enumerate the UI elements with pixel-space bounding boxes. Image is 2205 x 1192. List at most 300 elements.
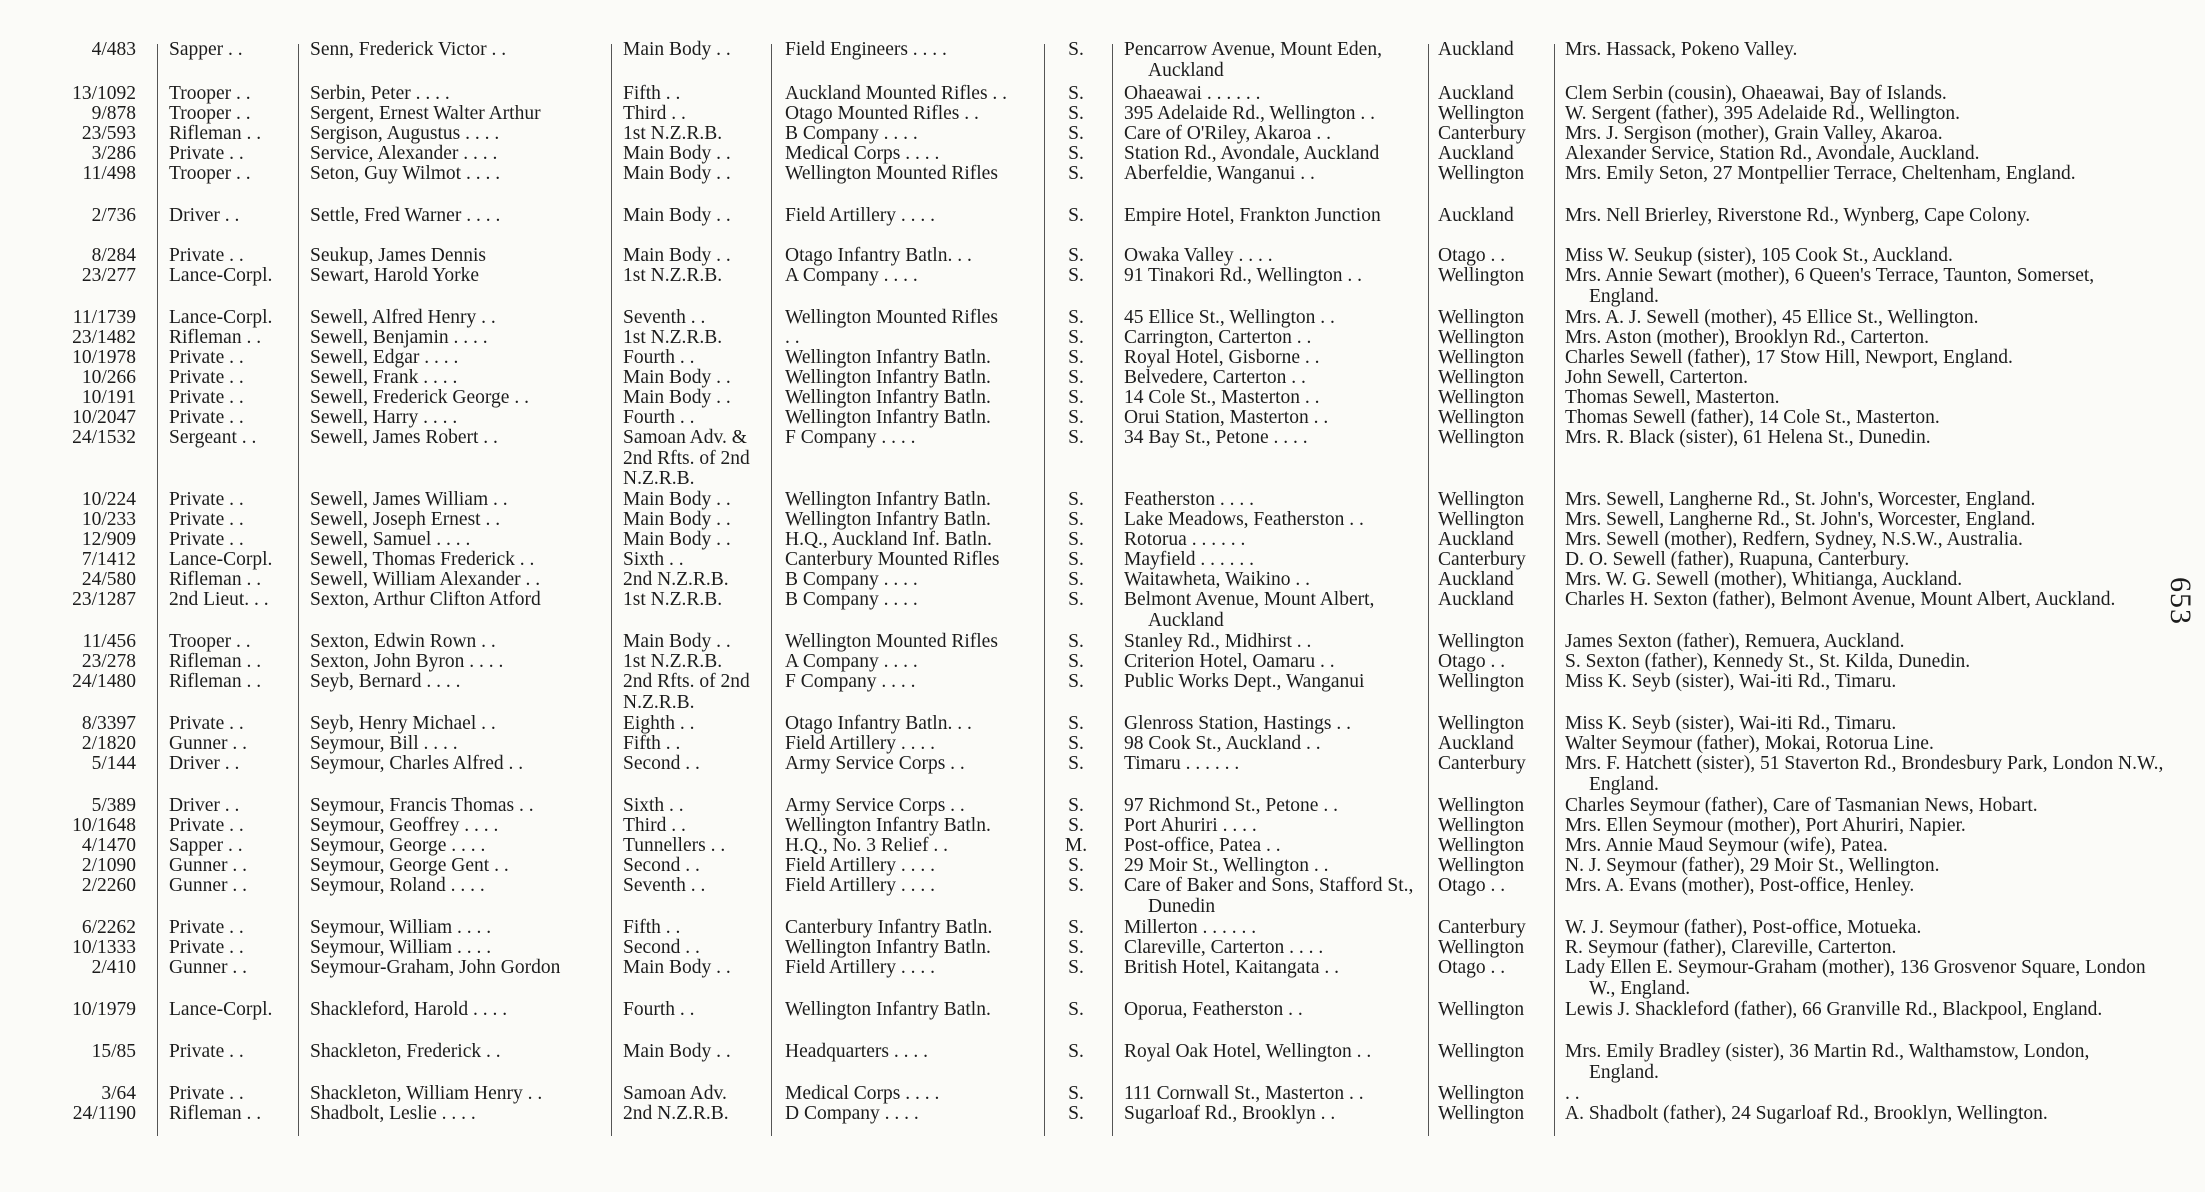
- rank: Driver . .: [169, 796, 240, 816]
- military-district: Auckland: [1438, 144, 1514, 164]
- soldier-name: Seymour, Francis Thomas . .: [310, 796, 534, 816]
- military-district: Auckland: [1438, 84, 1514, 104]
- unit-embarked: Second . .: [623, 754, 700, 774]
- last-address: Featherston . . . .: [1124, 490, 1254, 510]
- military-district: Wellington: [1438, 856, 1525, 876]
- regimental-number: 11/456: [82, 632, 136, 652]
- soldier-name: Seymour, Roland . . . .: [310, 876, 485, 896]
- unit-embarked: Seventh . .: [623, 308, 706, 328]
- last-address: Orui Station, Masterton . .: [1124, 408, 1329, 428]
- corps: H.Q., No. 3 Relief . .: [785, 836, 949, 856]
- marital-status: S.: [1068, 714, 1084, 734]
- last-address: 395 Adelaide Rd., Wellington . .: [1124, 104, 1376, 124]
- regimental-number: 10/224: [81, 490, 136, 510]
- unit-embarked: Main Body . .: [623, 490, 731, 510]
- military-district: Wellington: [1438, 836, 1525, 856]
- corps: . .: [785, 328, 800, 348]
- rank: 2nd Lieut. . .: [169, 590, 269, 610]
- soldier-name: Shackleford, Harold . . . .: [310, 1000, 508, 1020]
- military-district: Wellington: [1438, 368, 1525, 388]
- soldier-name: Sewart, Harold Yorke: [310, 266, 479, 286]
- last-address: Stanley Rd., Midhirst . .: [1124, 632, 1312, 652]
- unit-embarked: Main Body . .: [623, 144, 731, 164]
- rank: Gunner . .: [169, 958, 247, 978]
- unit-embarked: Main Body . .: [623, 510, 731, 530]
- unit-embarked: Sixth . .: [623, 550, 684, 570]
- corps: A Company . . . .: [785, 652, 918, 672]
- rank: Private . .: [169, 1042, 244, 1062]
- marital-status: S.: [1068, 308, 1084, 328]
- unit-embarked: 1st N.Z.R.B.: [623, 328, 723, 348]
- corps: Field Artillery . . . .: [785, 876, 936, 896]
- last-address: Port Ahuriri . . . .: [1124, 816, 1257, 836]
- last-address: Mayfield . . . . . .: [1124, 550, 1254, 570]
- rank: Rifleman . .: [169, 124, 262, 144]
- marital-status: S.: [1068, 632, 1084, 652]
- marital-status: S.: [1068, 40, 1084, 60]
- rank: Private . .: [169, 408, 244, 428]
- unit-embarked: Samoan Adv. & 2nd Rfts. of 2nd N.Z.R.B.: [623, 428, 750, 489]
- marital-status: S.: [1068, 530, 1084, 550]
- corps: Canterbury Infantry Batln.: [785, 918, 993, 938]
- next-of-kin: W. J. Seymour (father), Post-office, Motueka.: [1565, 918, 1922, 938]
- soldier-name: Sewell, Frederick George . .: [310, 388, 529, 408]
- unit-embarked: 1st N.Z.R.B.: [623, 266, 723, 286]
- rank: Private . .: [169, 510, 244, 530]
- corps: H.Q., Auckland Inf. Batln.: [785, 530, 992, 550]
- last-address: Waitawheta, Waikino . .: [1124, 570, 1311, 590]
- corps: Medical Corps . . . .: [785, 1084, 940, 1104]
- last-address: Empire Hotel, Frankton Junction: [1124, 206, 1381, 226]
- column-rule: [1554, 44, 1555, 1136]
- next-of-kin: Miss W. Seukup (sister), 105 Cook St., Auckland.: [1565, 246, 1953, 266]
- marital-status: S.: [1068, 84, 1084, 104]
- regimental-number: 9/878: [91, 104, 136, 124]
- last-address: Glenross Station, Hastings . .: [1124, 714, 1351, 734]
- next-of-kin: Mrs. A. Evans (mother), Post-office, Henley.: [1565, 876, 1915, 896]
- regimental-number: 2/2260: [81, 876, 136, 896]
- corps: F Company . . . .: [785, 428, 916, 448]
- rank: Trooper . .: [169, 104, 251, 124]
- soldier-name: Seukup, James Dennis: [310, 246, 487, 266]
- next-of-kin: Mrs. Annie Sewart (mother), 6 Queen's Terrace, Taunton, Somerset, England.: [1565, 266, 2095, 307]
- next-of-kin: Lewis J. Shackleford (father), 66 Granville Rd., Blackpool, England.: [1565, 1000, 2103, 1020]
- corps: Headquarters . . . .: [785, 1042, 928, 1062]
- military-district: Wellington: [1438, 104, 1525, 124]
- regimental-number: 3/286: [91, 144, 136, 164]
- next-of-kin: Mrs. Sewell (mother), Redfern, Sydney, N.S.W., Australia.: [1565, 530, 2023, 550]
- marital-status: S.: [1068, 124, 1084, 144]
- last-address: Public Works Dept., Wanganui: [1124, 672, 1365, 692]
- marital-status: S.: [1068, 754, 1084, 774]
- last-address: Royal Oak Hotel, Wellington . .: [1124, 1042, 1372, 1062]
- last-address: 14 Cole St., Masterton . .: [1124, 388, 1320, 408]
- last-address: Criterion Hotel, Oamaru . .: [1124, 652, 1335, 672]
- unit-embarked: Fifth . .: [623, 84, 681, 104]
- rank: Lance-Corpl.: [169, 266, 273, 286]
- next-of-kin: Lady Ellen E. Seymour-Graham (mother), 136 Grosvenor Square, London W., England.: [1565, 958, 2146, 999]
- military-district: Wellington: [1438, 328, 1525, 348]
- column-rule: [1044, 44, 1045, 1136]
- regimental-number: 23/277: [81, 266, 136, 286]
- unit-embarked: Main Body . .: [623, 1042, 731, 1062]
- regimental-number: 10/1979: [72, 1000, 136, 1020]
- unit-embarked: Fourth . .: [623, 348, 695, 368]
- rank: Private . .: [169, 1084, 244, 1104]
- regimental-number: 6/2262: [81, 918, 136, 938]
- corps: Otago Infantry Batln. . .: [785, 714, 972, 734]
- military-district: Wellington: [1438, 796, 1525, 816]
- corps: B Company . . . .: [785, 124, 918, 144]
- military-district: Otago . .: [1438, 876, 1506, 896]
- military-district: Auckland: [1438, 590, 1514, 610]
- rank: Private . .: [169, 816, 244, 836]
- unit-embarked: Main Body . .: [623, 388, 731, 408]
- military-district: Wellington: [1438, 672, 1525, 692]
- next-of-kin: W. Sergent (father), 395 Adelaide Rd., Wellington.: [1565, 104, 1961, 124]
- next-of-kin: Mrs. J. Sergison (mother), Grain Valley, Akaroa.: [1565, 124, 1943, 144]
- last-address: Royal Hotel, Gisborne . .: [1124, 348, 1320, 368]
- next-of-kin: James Sexton (father), Remuera, Auckland.: [1565, 632, 1905, 652]
- marital-status: S.: [1068, 206, 1084, 226]
- regimental-number: 10/266: [81, 368, 136, 388]
- marital-status: S.: [1068, 144, 1084, 164]
- military-district: Canterbury: [1438, 124, 1526, 144]
- corps: Wellington Infantry Batln.: [785, 938, 991, 958]
- regimental-number: 12/909: [81, 530, 136, 550]
- corps: Otago Infantry Batln. . .: [785, 246, 972, 266]
- next-of-kin: S. Sexton (father), Kennedy St., St. Kilda, Dunedin.: [1565, 652, 1971, 672]
- soldier-name: Sexton, Arthur Clifton Atford: [310, 590, 541, 610]
- next-of-kin: D. O. Sewell (father), Ruapuna, Canterbury.: [1565, 550, 1910, 570]
- column-rule: [611, 44, 612, 1136]
- rank: Rifleman . .: [169, 570, 262, 590]
- regimental-number: 2/736: [91, 206, 136, 226]
- next-of-kin: R. Seymour (father), Clareville, Carterton.: [1565, 938, 1897, 958]
- regimental-number: 3/64: [101, 1084, 136, 1104]
- military-district: Wellington: [1438, 632, 1525, 652]
- regimental-number: 10/2047: [72, 408, 136, 428]
- marital-status: S.: [1068, 672, 1084, 692]
- corps: Wellington Infantry Batln.: [785, 510, 991, 530]
- corps: D Company . . . .: [785, 1104, 919, 1124]
- rank: Gunner . .: [169, 856, 247, 876]
- military-district: Canterbury: [1438, 754, 1526, 774]
- regimental-number: 23/593: [81, 124, 136, 144]
- military-district: Wellington: [1438, 308, 1525, 328]
- military-district: Wellington: [1438, 510, 1525, 530]
- soldier-name: Shadbolt, Leslie . . . .: [310, 1104, 476, 1124]
- unit-embarked: 2nd N.Z.R.B.: [623, 570, 729, 590]
- regimental-number: 11/1739: [72, 308, 136, 328]
- corps: Wellington Mounted Rifles: [785, 632, 998, 652]
- soldier-name: Sewell, William Alexander . .: [310, 570, 541, 590]
- corps: Wellington Infantry Batln.: [785, 408, 991, 428]
- soldier-name: Sewell, Thomas Frederick . .: [310, 550, 535, 570]
- last-address: 111 Cornwall St., Masterton . .: [1124, 1084, 1364, 1104]
- military-district: Wellington: [1438, 1042, 1525, 1062]
- unit-embarked: Fourth . .: [623, 1000, 695, 1020]
- corps: Medical Corps . . . .: [785, 144, 940, 164]
- last-address: Clareville, Carterton . . . .: [1124, 938, 1324, 958]
- regimental-number: 7/1412: [81, 550, 136, 570]
- regimental-number: 5/144: [91, 754, 136, 774]
- unit-embarked: Fifth . .: [623, 734, 681, 754]
- regimental-number: 2/1090: [81, 856, 136, 876]
- next-of-kin: Mrs. Ellen Seymour (mother), Port Ahuriri, Napier.: [1565, 816, 1966, 836]
- rank: Private . .: [169, 368, 244, 388]
- regimental-number: 10/1978: [72, 348, 136, 368]
- regimental-number: 5/389: [91, 796, 136, 816]
- rank: Driver . .: [169, 206, 240, 226]
- next-of-kin: Thomas Sewell, Masterton.: [1565, 388, 1780, 408]
- last-address: 98 Cook St., Auckland . .: [1124, 734, 1321, 754]
- rank: Sapper . .: [169, 836, 243, 856]
- rank: Driver . .: [169, 754, 240, 774]
- regimental-number: 23/1287: [72, 590, 136, 610]
- soldier-name: Seymour-Graham, John Gordon: [310, 958, 561, 978]
- next-of-kin: Mrs. F. Hatchett (sister), 51 Staverton Rd., Brondesbury Park, London N.W., England.: [1565, 754, 2164, 795]
- soldier-name: Sewell, Samuel . . . .: [310, 530, 471, 550]
- military-district: Otago . .: [1438, 652, 1506, 672]
- last-address: 97 Richmond St., Petone . .: [1124, 796, 1338, 816]
- last-address: Rotorua . . . . . .: [1124, 530, 1246, 550]
- next-of-kin: . .: [1565, 1084, 1580, 1104]
- corps: Wellington Infantry Batln.: [785, 1000, 991, 1020]
- last-address: Aberfeldie, Wanganui . .: [1124, 164, 1315, 184]
- rank: Private . .: [169, 246, 244, 266]
- next-of-kin: Clem Serbin (cousin), Ohaeawai, Bay of Islands.: [1565, 84, 1947, 104]
- last-address: Ohaeawai . . . . . .: [1124, 84, 1261, 104]
- marital-status: S.: [1068, 510, 1084, 530]
- marital-status: S.: [1068, 1000, 1084, 1020]
- military-district: Canterbury: [1438, 918, 1526, 938]
- rank: Gunner . .: [169, 876, 247, 896]
- last-address: Belvedere, Carterton . .: [1124, 368, 1306, 388]
- military-district: Otago . .: [1438, 246, 1506, 266]
- soldier-name: Seyb, Henry Michael . .: [310, 714, 496, 734]
- military-district: Auckland: [1438, 40, 1514, 60]
- next-of-kin: Walter Seymour (father), Mokai, Rotorua Line.: [1565, 734, 1934, 754]
- corps: Field Artillery . . . .: [785, 958, 936, 978]
- military-district: Wellington: [1438, 266, 1525, 286]
- unit-embarked: Main Body . .: [623, 530, 731, 550]
- unit-embarked: Fifth . .: [623, 918, 681, 938]
- soldier-name: Seymour, William . . . .: [310, 918, 492, 938]
- corps: Wellington Infantry Batln.: [785, 490, 991, 510]
- marital-status: S.: [1068, 590, 1084, 610]
- marital-status: S.: [1068, 266, 1084, 286]
- rank: Gunner . .: [169, 734, 247, 754]
- unit-embarked: 1st N.Z.R.B.: [623, 124, 723, 144]
- marital-status: S.: [1068, 550, 1084, 570]
- rank: Sergeant . .: [169, 428, 257, 448]
- rank: Private . .: [169, 490, 244, 510]
- regimental-number: 8/284: [91, 246, 136, 266]
- unit-embarked: 2nd N.Z.R.B.: [623, 1104, 729, 1124]
- marital-status: S.: [1068, 796, 1084, 816]
- rank: Private . .: [169, 144, 244, 164]
- military-district: Wellington: [1438, 490, 1525, 510]
- regimental-number: 15/85: [91, 1042, 136, 1062]
- rank: Private . .: [169, 714, 244, 734]
- last-address: 34 Bay St., Petone . . . .: [1124, 428, 1308, 448]
- next-of-kin: Mrs. W. G. Sewell (mother), Whitianga, Auckland.: [1565, 570, 1963, 590]
- unit-embarked: 1st N.Z.R.B.: [623, 590, 723, 610]
- next-of-kin: Charles Seymour (father), Care of Tasmanian News, Hobart.: [1565, 796, 2038, 816]
- marital-status: S.: [1068, 408, 1084, 428]
- marital-status: S.: [1068, 938, 1084, 958]
- unit-embarked: Eighth . .: [623, 714, 695, 734]
- corps: Canterbury Mounted Rifles: [785, 550, 1000, 570]
- last-address: Pencarrow Avenue, Mount Eden, Auckland: [1124, 40, 1382, 81]
- last-address: 91 Tinakori Rd., Wellington . .: [1124, 266, 1363, 286]
- regimental-number: 10/1333: [72, 938, 136, 958]
- unit-embarked: 1st N.Z.R.B.: [623, 652, 723, 672]
- military-district: Wellington: [1438, 348, 1525, 368]
- rank: Trooper . .: [169, 632, 251, 652]
- next-of-kin: Charles H. Sexton (father), Belmont Avenue, Mount Albert, Auckland.: [1565, 590, 2116, 610]
- soldier-name: Sexton, John Byron . . . .: [310, 652, 504, 672]
- soldier-name: Sewell, James William . .: [310, 490, 508, 510]
- marital-status: S.: [1068, 1104, 1084, 1124]
- marital-status: S.: [1068, 104, 1084, 124]
- corps: Field Engineers . . . .: [785, 40, 947, 60]
- military-district: Wellington: [1438, 164, 1525, 184]
- soldier-name: Sewell, Edgar . . . .: [310, 348, 459, 368]
- next-of-kin: Mrs. Emily Seton, 27 Montpellier Terrace, Cheltenham, England.: [1565, 164, 2076, 184]
- next-of-kin: Mrs. A. J. Sewell (mother), 45 Ellice St., Wellington.: [1565, 308, 1979, 328]
- military-district: Otago . .: [1438, 958, 1506, 978]
- rank: Sapper . .: [169, 40, 243, 60]
- rank: Private . .: [169, 530, 244, 550]
- unit-embarked: Samoan Adv.: [623, 1084, 727, 1104]
- last-address: British Hotel, Kaitangata . .: [1124, 958, 1339, 978]
- rank: Lance-Corpl.: [169, 550, 273, 570]
- unit-embarked: Main Body . .: [623, 206, 731, 226]
- next-of-kin: Mrs. Nell Brierley, Riverstone Rd., Wynberg, Cape Colony.: [1565, 206, 2031, 226]
- marital-status: S.: [1068, 428, 1084, 448]
- military-district: Wellington: [1438, 408, 1525, 428]
- regimental-number: 2/1820: [81, 734, 136, 754]
- corps: Wellington Infantry Batln.: [785, 816, 991, 836]
- marital-status: S.: [1068, 1084, 1084, 1104]
- rank: Rifleman . .: [169, 652, 262, 672]
- marital-status: S.: [1068, 734, 1084, 754]
- rank: Rifleman . .: [169, 1104, 262, 1124]
- last-address: 29 Moir St., Wellington . .: [1124, 856, 1329, 876]
- rank: Rifleman . .: [169, 672, 262, 692]
- military-district: Wellington: [1438, 388, 1525, 408]
- next-of-kin: Alexander Service, Station Rd., Avondale, Auckland.: [1565, 144, 1980, 164]
- last-address: Owaka Valley . . . .: [1124, 246, 1273, 266]
- regimental-number: 10/233: [81, 510, 136, 530]
- next-of-kin: Miss K. Seyb (sister), Wai-iti Rd., Timaru.: [1565, 672, 1897, 692]
- next-of-kin: Mrs. Annie Maud Seymour (wife), Patea.: [1565, 836, 1888, 856]
- marital-status: S.: [1068, 918, 1084, 938]
- unit-embarked: Main Body . .: [623, 368, 731, 388]
- corps: Wellington Mounted Rifles: [785, 308, 998, 328]
- marital-status: S.: [1068, 246, 1084, 266]
- next-of-kin: N. J. Seymour (father), 29 Moir St., Wellington.: [1565, 856, 1940, 876]
- military-district: Wellington: [1438, 428, 1525, 448]
- unit-embarked: Second . .: [623, 938, 700, 958]
- unit-embarked: Main Body . .: [623, 632, 731, 652]
- rank: Private . .: [169, 938, 244, 958]
- next-of-kin: Mrs. Sewell, Langherne Rd., St. John's, Worcester, England.: [1565, 490, 2036, 510]
- marital-status: S.: [1068, 856, 1084, 876]
- next-of-kin: Mrs. Emily Bradley (sister), 36 Martin Rd., Walthamstow, London, England.: [1565, 1042, 2090, 1083]
- soldier-name: Senn, Frederick Victor . .: [310, 40, 507, 60]
- last-address: Carrington, Carterton . .: [1124, 328, 1312, 348]
- soldier-name: Seymour, Charles Alfred . .: [310, 754, 524, 774]
- last-address: Timaru . . . . . .: [1124, 754, 1240, 774]
- soldier-name: Settle, Fred Warner . . . .: [310, 206, 501, 226]
- corps: Field Artillery . . . .: [785, 734, 936, 754]
- corps: Field Artillery . . . .: [785, 856, 936, 876]
- marital-status: S.: [1068, 652, 1084, 672]
- regimental-number: 24/1190: [72, 1104, 136, 1124]
- next-of-kin: Mrs. Aston (mother), Brooklyn Rd., Carterton.: [1565, 328, 1929, 348]
- marital-status: S.: [1068, 328, 1084, 348]
- rank: Rifleman . .: [169, 328, 262, 348]
- soldier-name: Sexton, Edwin Rown . .: [310, 632, 496, 652]
- rank: Private . .: [169, 918, 244, 938]
- last-address: 45 Ellice St., Wellington . .: [1124, 308, 1335, 328]
- unit-embarked: Fourth . .: [623, 408, 695, 428]
- soldier-name: Seyb, Bernard . . . .: [310, 672, 461, 692]
- corps: B Company . . . .: [785, 570, 918, 590]
- military-district: Wellington: [1438, 714, 1525, 734]
- marital-status: S.: [1068, 348, 1084, 368]
- soldier-name: Sewell, James Robert . .: [310, 428, 498, 448]
- regimental-number: 24/580: [81, 570, 136, 590]
- soldier-name: Seymour, George . . . .: [310, 836, 486, 856]
- unit-embarked: Main Body . .: [623, 164, 731, 184]
- marital-status: S.: [1068, 876, 1084, 896]
- regimental-number: 8/3397: [81, 714, 136, 734]
- rank: Trooper . .: [169, 84, 251, 104]
- soldier-name: Service, Alexander . . . .: [310, 144, 498, 164]
- military-district: Wellington: [1438, 1084, 1525, 1104]
- unit-embarked: Third . .: [623, 816, 686, 836]
- corps: Auckland Mounted Rifles . .: [785, 84, 1008, 104]
- regimental-number: 24/1480: [72, 672, 136, 692]
- soldier-name: Seymour, William . . . .: [310, 938, 492, 958]
- military-district: Auckland: [1438, 570, 1514, 590]
- next-of-kin: A. Shadbolt (father), 24 Sugarloaf Rd., Brooklyn, Wellington.: [1565, 1104, 2048, 1124]
- last-address: Post-office, Patea . .: [1124, 836, 1281, 856]
- regimental-number: 13/1092: [72, 84, 136, 104]
- marital-status: S.: [1068, 490, 1084, 510]
- regimental-number: 23/1482: [72, 328, 136, 348]
- corps: Wellington Infantry Batln.: [785, 348, 991, 368]
- soldier-name: Shackleton, Frederick . .: [310, 1042, 501, 1062]
- soldier-name: Sewell, Frank . . . .: [310, 368, 458, 388]
- corps: Wellington Infantry Batln.: [785, 368, 991, 388]
- regimental-number: 23/278: [81, 652, 136, 672]
- military-district: Canterbury: [1438, 550, 1526, 570]
- regimental-number: 2/410: [91, 958, 136, 978]
- next-of-kin: Thomas Sewell (father), 14 Cole St., Masterton.: [1565, 408, 1940, 428]
- last-address: Oporua, Featherston . .: [1124, 1000, 1303, 1020]
- page-number: 653: [2164, 577, 2197, 625]
- regimental-number: 10/1648: [72, 816, 136, 836]
- last-address: Sugarloaf Rd., Brooklyn . .: [1124, 1104, 1336, 1124]
- corps: Field Artillery . . . .: [785, 206, 936, 226]
- military-district: Wellington: [1438, 1104, 1525, 1124]
- next-of-kin: Mrs. Hassack, Pokeno Valley.: [1565, 40, 1798, 60]
